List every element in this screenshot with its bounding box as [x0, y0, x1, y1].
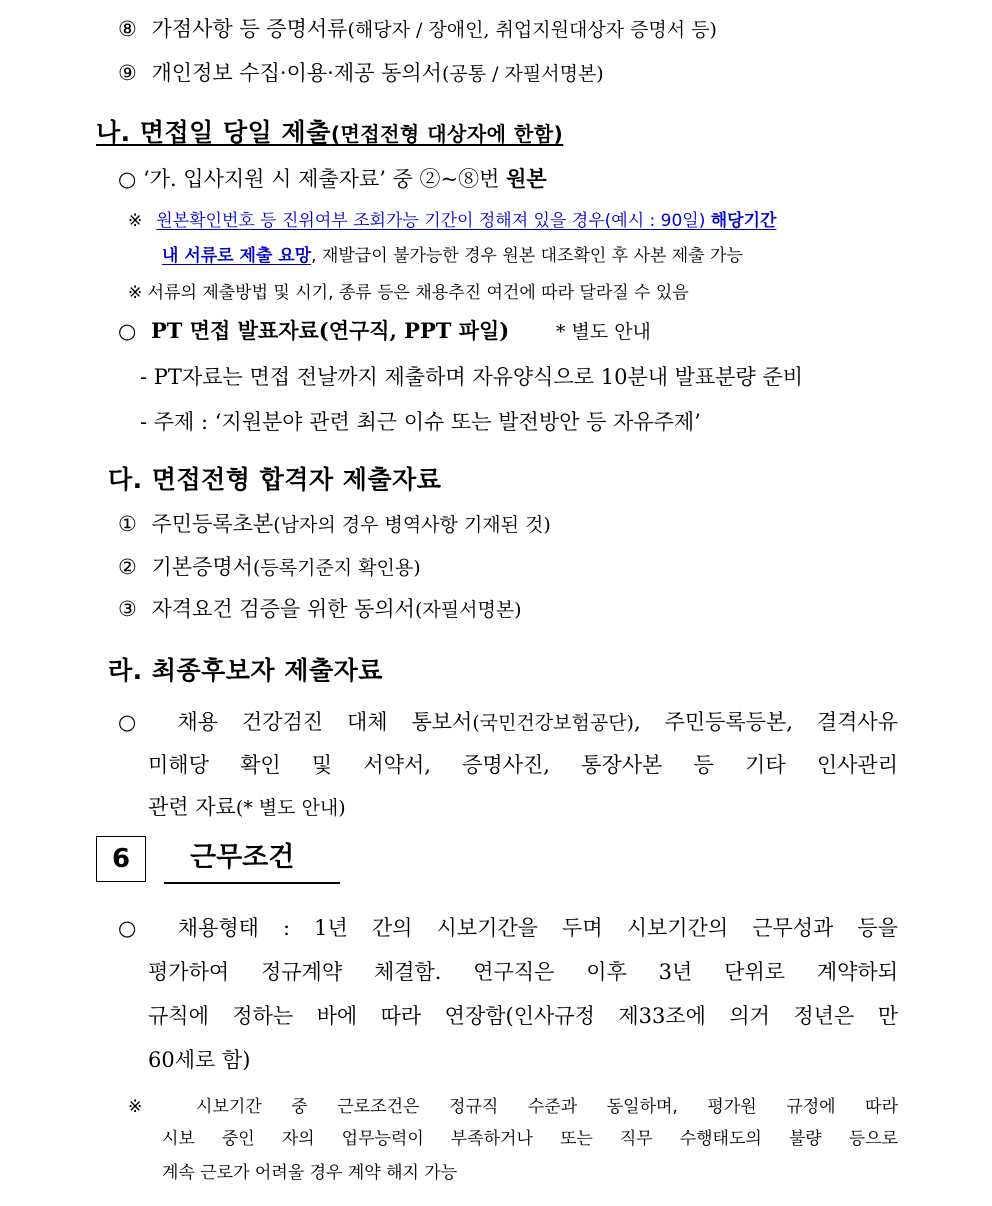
section-title: 다. 면접전형 합격자 제출자료 [108, 465, 442, 494]
note-emphasis: 내 서류로 제출 요망 [162, 246, 312, 266]
da-item-2 [118, 552, 421, 583]
note-text-a: 원본확인번호 등 진위여부 조회가능 기간이 정해져 있을 경우 [156, 211, 605, 231]
work-text: 평가하여 정규계약 체결함. 연구직은 이후 3년 단위로 계약하되 [148, 960, 898, 984]
work-note-1 [128, 1092, 898, 1122]
note-text-b: (예시 : 90일) [604, 211, 711, 231]
bullet: ○ [118, 319, 137, 343]
pt-note: * 별도 안내 [555, 321, 651, 343]
ra-paren: (* 별도 안내) [235, 797, 346, 819]
ra-text-a: ○ 채용 건강검진 대체 통보서 [118, 710, 473, 734]
ra-line-2 [148, 750, 898, 780]
section-title-work-conditions [164, 836, 340, 884]
na-item-original [118, 164, 547, 194]
work-line-2 [148, 957, 898, 987]
item-paren: (등록기준지 확인용) [252, 557, 421, 579]
da-item-3 [118, 594, 522, 625]
work-line-3 [148, 1001, 898, 1031]
na-pt-item [118, 316, 651, 347]
item-paren: (남자의 경우 병역사항 기재된 것) [273, 514, 551, 536]
item-bold: 원본 [506, 166, 547, 191]
list-item-9 [118, 58, 604, 89]
section-title-paren: (면접전형 대상자에 한함) [330, 122, 564, 146]
section-heading-da [108, 465, 441, 495]
item-number: ① [118, 512, 137, 536]
ra-text-b: (국민건강보험공단) [472, 712, 634, 734]
section-number-box [96, 836, 146, 882]
sub-text: - PT자료는 면접 전날까지 제출하며 자유양식으로 10분내 발표분량 준비 [140, 365, 804, 389]
item-text: 자격요건 검증을 위한 동의서 [151, 597, 415, 621]
section-heading-na [96, 118, 563, 149]
work-line-1 [118, 913, 898, 943]
work-text: ○ 채용형태 : 1년 간의 시보기간을 두며 시보기간의 근무성과 등을 [118, 916, 898, 940]
note-mark: ※ [128, 211, 143, 231]
item-text: ○ ‘가. 입사지원 시 제출자료’ 중 ②~⑧번 [118, 167, 507, 191]
na-pt-sub-2 [140, 407, 701, 437]
note-text: 계속 근로가 어려울 경우 계약 해지 가능 [162, 1163, 458, 1183]
ra-text: 관련 자료 [148, 795, 236, 819]
section-title: 나. 면접일 당일 제출 [96, 118, 331, 147]
item-text: 개인정보 수집·이용·제공 동의서 [151, 61, 442, 85]
note-text: ※ 서류의 제출방법 및 시기, 종류 등은 채용추진 여건에 따라 달라질 수 있음 [128, 283, 689, 303]
ra-line-1 [118, 707, 898, 738]
section-title-text: 근무조건 [190, 842, 295, 873]
item-paren: (해당자 / 장애인, 취업지원대상자 증명서 등) [347, 19, 717, 41]
work-line-4 [148, 1045, 250, 1075]
work-note-3 [162, 1158, 457, 1188]
na-note-1-cont [162, 241, 743, 271]
sub-text: - 주제 : ‘지원분야 관련 최근 이슈 또는 발전방안 등 자유주제’ [140, 410, 701, 434]
note-text: ※ 시보기간 중 근로조건은 정규직 수준과 동일하며, 평가원 규정에 따라 [128, 1097, 898, 1117]
item-paren: (공통 / 자필서명본) [441, 63, 604, 85]
work-text: 규칙에 정하는 바에 따라 연장함(인사규정 제33조에 의거 정년은 만 [148, 1004, 898, 1028]
item-number: ③ [118, 597, 137, 621]
list-item-8 [118, 14, 717, 45]
ra-text-c: , 주민등록등본, 결격사유 [633, 710, 899, 734]
work-note-2 [162, 1124, 898, 1154]
section-title: 라. 최종후보자 제출자료 [108, 656, 383, 685]
note-text: , 재발급이 불가능한 경우 원본 대조확인 후 사본 제출 가능 [311, 246, 743, 266]
work-text: 60세로 함) [148, 1048, 251, 1072]
da-item-1 [118, 509, 551, 540]
item-text: 기본증명서 [151, 555, 253, 579]
na-pt-sub-1 [140, 362, 803, 392]
item-text: 주민등록초본 [151, 512, 274, 536]
section-number: 6 [111, 844, 131, 874]
section-heading-ra [108, 656, 383, 686]
item-number: ② [118, 555, 137, 579]
pt-title: PT 면접 발표자료(연구직, PPT 파일) [151, 318, 510, 343]
note-text-c: 해당기간 [710, 211, 777, 231]
na-note-1 [128, 206, 898, 236]
ra-line-3 [148, 792, 346, 823]
item-number: ⑧ [118, 17, 137, 41]
item-paren: (자필서명본) [414, 599, 522, 621]
item-number: ⑨ [118, 61, 137, 85]
note-text: 시보 중인 자의 업무능력이 부족하거나 또는 직무 수행태도의 불량 등으로 [162, 1129, 898, 1149]
na-note-2 [128, 278, 689, 308]
item-text: 가점사항 등 증명서류 [151, 17, 348, 41]
ra-text: 미해당 확인 및 서약서, 증명사진, 통장사본 등 기타 인사관리 [148, 753, 898, 777]
